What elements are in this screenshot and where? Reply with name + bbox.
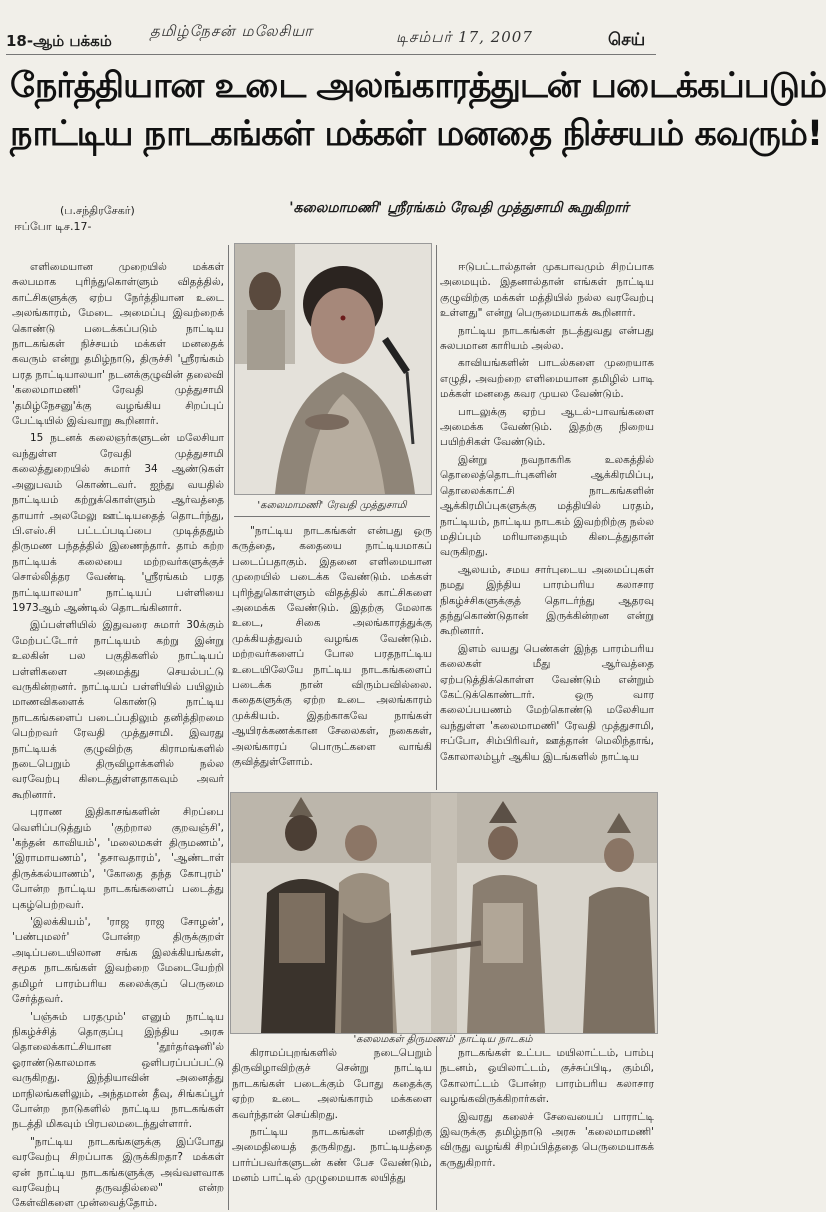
paragraph: எளிமையான முறையில் மக்கள் சுலபமாக புரிந்துகொள்ளும் விதத்தில், காட்சிகளுக்கு ஏற்ப நேர்த்தியான உடை அலங்காரம், மேடை அமைப்பு இவற்றைக் கொண்டு படைக்கப்படும் நாட்டிய நாடகங்கள் நிச்சயம் மக்கள் மனதைக் கவரும் என்று தமிழ்நாடு, திருச்சி 'ஸ்ரீரங்கம் பரத நாட்டியாலயா' நடனக்குழுவின் தலைவி 'கலைமாமணி' ரேவதி முத்துசாமி 'தமிழ்நேசனு'க்கு வழங்கிய சிறப்புப் பேட்டியில் இவ்வாறு கூறினார்.: [12, 261, 224, 428]
page-number: 18-ஆம் பக்கம்: [6, 32, 112, 50]
paragraph: "நாட்டிய நாடகங்கள் என்பது ஒரு கருத்தை, கதையை நாட்டியமாகப் படைப்பதாகும். இதனை எளிமையான முறையில் படைக்க வேண்டும். மக்கள் புரிந்துகொள்ளும் விதத்தில் காட்சிகளை அமைக்க வேண்டும். இதற்கு மேலாக உடை, சிகை அலங்காரத்துக்கு முக்கியத்துவம் வழங்க வேண்டும். மற்றவர்களைப் போல பரதநாட்டிய உடையிலேயே நாட்டிய நாடகங்களைப் படைக்க நான் விரும்பவில்லை. கதைகளுக்கு ஏற்ற உடை அலங்காரம் முக்கியம். இதற்காகவே நாங்கள் ஆயிரக்கணக்கான சேலைகள், நகைகள், அலங்காரப் பொருட்களை வாங்கி குவித்துள்ளோம்.: [232, 525, 432, 769]
article-column-4: [232, 1046, 432, 1210]
paragraph: இப்பள்ளியில் இதுவரை சுமார் 30க்கும் மேற்பட்டோர் நாட்டியம் கற்று இன்று உலகின் பல பகுதிகளில் நாட்டியப் பள்ளிகளை அமைத்து செயல்பட்டு வருகின்றனர். நாட்டியப் பள்ளியில் பயிலும் மாணவிகளைக் கொண்டு நாட்டிய நாடகங்களைப் படைப்பதிலும் தனித்திறமை பெற்றவர் ரேவதி முத்துசாமி. இவரது நாட்டியக் குழுவிற்கு கிராமங்களில் நடைபெறும் திருவிழாக்களில் நல்ல வரவேற்பு கிடைத்துள்ளதாகவும் அவர் கூறினார்.: [12, 619, 224, 801]
paragraph: நாட்டிய நாடகங்கள் நடத்துவது என்பது சுலபமான காரியம் அல்ல.: [440, 324, 654, 353]
paragraph: "நாட்டிய நாடகங்களுக்கு இப்போது வரவேற்பு சிறப்பாக இருக்கிறதா? மக்கள் ஏன் நாட்டிய நாடகங்களுக்கு அவ்வளவாக வரவேற்பு தருவதில்லை" என்ற கேள்விகளை முன்வைத்தோம்.: [12, 1135, 224, 1210]
photo-caption: 'கலைமாமணி' ரேவதி முத்துசாமி: [257, 500, 407, 511]
paragraph: 'பஞ்சும் பரதமும்' எனும் நாட்டிய நிகழ்ச்சித் தொகுப்பு இந்திய அரசு தொலைக்காட்சியான 'தூர்தர்ஷனி'ல் ஓராண்டுகாலமாக ஒளிபரப்பப்பட்டு வருகிறது. இந்தியாவின் அனைத்து மாநிலங்களிலும், அந்தமான் தீவு, சிங்கப்பூர் போன்ற நாடுகளில் நாட்டிய நாடகங்கள் நடத்தி மிகவும் பிரபலமடைந்துள்ளார்.: [12, 1010, 224, 1131]
byline-author: (ப.சந்திரசேகர்): [60, 204, 135, 217]
paragraph: இளம் வயது பெண்கள் இந்த பாரம்பரிய கலைகள் மீது ஆர்வத்தை ஏற்படுத்திக்கொள்ள வேண்டும் என்றும் கேட்டுக்கொண்டார். ஒரு வார கலைப்பயணம் மேற்கொண்டு மலேசியா வந்துள்ள 'கலைமாமணி' ரேவதி முத்துசாமி, ஈப்போ, சிம்பிரிவர், ஊத்தான் மெலிந்தாங், கோலாலம்பூர் ஆகிய இடங்களில் நாட்டிய: [440, 642, 654, 763]
paragraph: ஆலயம், சமய சார்புடைய அமைப்புகள் நமது இந்திய பாரம்பரிய கலாசார நிகழ்ச்சிகளுக்குத் தொடர்ந்து ஆதரவு தந்துகொண்டுதான் இருக்கின்றன என்று கூறினார்.: [440, 563, 654, 638]
header-rule: [6, 54, 656, 55]
paragraph: கிராமப்புறங்களில் நடைபெறும் திருவிழாவிற்குச் சென்று நாட்டிய நாடகங்கள் படைக்கும் போது கதைக்கு ஏற்ற உடை அலங்காரம் மக்களை கவர்ந்தான் செய்கிறது.: [232, 1047, 432, 1121]
column-rule: [228, 245, 229, 1210]
headline-line-2: நாட்டிய நாடகங்கள் மக்கள் மனதை நிச்சயம் கவரும்!: [10, 114, 822, 154]
article-column-1: [12, 260, 224, 1210]
paragraph: புராண இதிகாசங்களின் சிறப்பை வெளிப்படுத்தும் 'குற்றால குறவஞ்சி', 'கந்தன் காவியம்', 'மலைமகள் திருமணம்', 'இராமாயணம்', 'தசாவதாரம்', 'ஆண்டாள் திருக்கல்யாணம்', 'கோதை தந்த கோபுரம்' போன்ற நாட்டிய நாடகங்களைப் படைத்து புகழ்பெற்றவர்.: [12, 806, 224, 911]
paragraph: ஈடுபட்டால்தான் முகபாவமும் சிறப்பாக அமையும். இதனால்தான் எங்கள் நாட்டிய குழுவிற்கு மக்கள் மத்தியில் நல்ல வரவேற்பு உள்ளது" என்று பெருமையாகக் கூறினார்.: [440, 261, 654, 320]
article-column-3: [440, 260, 654, 790]
caption-rule: [234, 516, 430, 517]
page-header: [0, 0, 662, 58]
handwritten-source-note: தமிழ்நேசன் மலேசியா: [150, 22, 314, 40]
headline: [10, 62, 826, 158]
paragraph: நாடகங்கள் உட்பட மயிலாட்டம், பாம்பு நடனம், ஒயிலாட்டம், குச்சுப்பிடி, கும்மி, கோலாட்டம் போன்ற பாரம்பரிய கலாசார வழங்கவிருக்கிறார்கள்.: [440, 1047, 654, 1106]
photo-caption: 'கலைமகள் திருமணம்' நாட்டிய நாடகம்: [353, 1034, 533, 1045]
paragraph: இன்று நவநாகரிக உலகத்தில் தொலைத்தொடர்புகளின் ஆக்கிரமிப்பு, தொலைக்காட்சி நாடகங்களின் ஆக்கிரமிப்புகளுக்கு மத்தியில் பரதம், நாட்டியம், நாட்டிய நாடகம் இவற்றிற்கு நல்ல மதிப்பும் மரியாதையும் கிடைத்துதான் வருகிறது.: [440, 453, 654, 559]
paragraph: 'இலக்கியம்', 'ராஜ ராஜ சோழன்', 'பண்புமலர்' போன்ற திருக்குறள் அடிப்படையிலான சங்க இலக்கியங்கள், சமூக நாடகங்கள் இவற்றை மேடையேற்றி தமிழர் பாரம்பரிய கலைக்குப் பெருமை சேர்த்தவர்.: [12, 916, 224, 1006]
paragraph: 15 நடனக் கலைஞர்களுடன் மலேசியா வந்துள்ள ரேவதி முத்துசாமி கலைத்துறையில் சுமார் 34 ஆண்டுகள் அனுபவம் கொண்டவர். ஐந்து வயதில் நாட்டியம் கற்றுக்கொள்ளும் ஆர்வத்தை தாயார் அலமேலு ஊட்டியதைத் தொடர்ந்து, பி.எஸ்.சி பட்டப்படிப்பை முடித்ததும் திருமண பந்தத்தில் இணைந்தார். தாம் கற்ற நாட்டியக் கலையை மற்றவர்களுக்குச் சொல்லித்தர வேண்டி 'ஸ்ரீரங்கம் பரத நாட்டியாலயா' நாட்டியப் பள்ளியை 1973ஆம் ஆண்டில் தொடங்கினார்.: [12, 432, 224, 614]
subheadline: 'கலைமாமணி' ஸ்ரீரங்கம் ரேவதி முத்துசாமி கூறுகிறார்: [289, 200, 629, 216]
paragraph: பாடலுக்கு ஏற்ப ஆடல்-பாவங்களை அமைக்க வேண்டும். இதற்கு நிறைய பயிற்சிகள் வேண்டும்.: [440, 405, 654, 449]
article-column-5: [440, 1046, 654, 1210]
portrait-illustration: [235, 244, 431, 494]
handwritten-date: டிசம்பர் 17, 2007: [396, 28, 533, 46]
byline-dateline: ஈப்போ டிச.17-: [14, 220, 92, 233]
portrait-photo: [234, 243, 432, 495]
paragraph: நாட்டிய நாடகங்கள் மனதிற்கு அமைதியைத் தருகிறது. நாட்டியத்தை பார்ப்பவர்களுடன் கண் பேச வேண்டும், மனம் பாட்டில் முழுமையாக லயித்து: [232, 1126, 432, 1185]
article-column-2: [232, 524, 432, 786]
dance-drama-photo: [230, 792, 658, 1034]
paragraph: காவியங்களின் பாடல்களை முறையாக எழுதி, அவற்றை எளிமையான தமிழில் பாடி மக்கள் மனதை கவர முயல வேண்டும்.: [440, 357, 654, 401]
dance-drama-illustration: [231, 793, 657, 1033]
column-rule: [436, 1046, 437, 1210]
headline-line-1: நேர்த்தியான உடை அலங்காரத்துடன் படைக்கப்படும்: [10, 66, 826, 106]
paper-name-fragment: செய்: [608, 30, 646, 50]
paragraph: இவரது கலைச் சேவையைப் பாராட்டி இவருக்கு தமிழ்நாடு அரசு 'கலைமாமணி' விருது வழங்கி சிறப்பித்ததை பெருமையாகக் கருதுகிறார்.: [440, 1110, 654, 1169]
column-rule: [436, 245, 437, 790]
